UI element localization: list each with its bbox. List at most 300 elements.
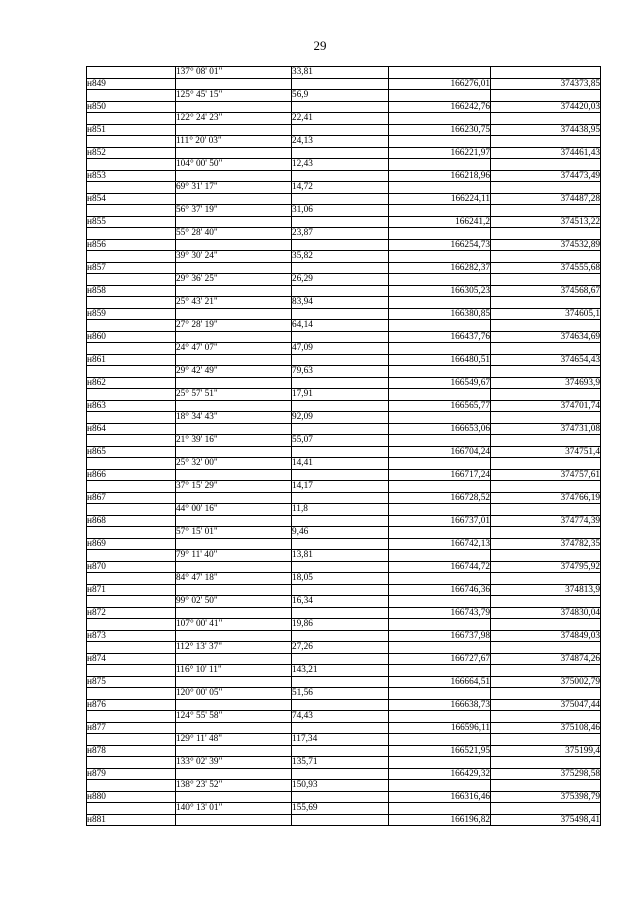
y-coordinate-cell: 374766,19: [491, 492, 601, 504]
point-row: [87, 584, 601, 596]
point-name-cell: [87, 596, 176, 608]
angle-cell: 104° 00' 50": [176, 159, 292, 171]
segment-row: [87, 182, 601, 194]
distance-cell: [292, 400, 389, 412]
x-coordinate-cell: 166596,11: [389, 722, 491, 734]
distance-cell: [292, 377, 389, 389]
y-coordinate-cell: [491, 136, 601, 148]
segment-row: [87, 136, 601, 148]
x-coordinate-cell: [389, 412, 491, 424]
point-name-cell: [87, 320, 176, 332]
x-coordinate-cell: [389, 228, 491, 240]
point-name-cell: н877: [87, 722, 176, 734]
y-coordinate-cell: [491, 343, 601, 355]
angle-cell: [176, 193, 292, 205]
angle-cell: [176, 515, 292, 527]
point-name-cell: н853: [87, 170, 176, 182]
x-coordinate-cell: 166704,24: [389, 446, 491, 458]
distance-cell: [292, 147, 389, 159]
x-coordinate-cell: [389, 527, 491, 539]
angle-cell: 29° 36' 25": [176, 274, 292, 286]
angle-cell: 120° 00' 05": [176, 688, 292, 700]
point-name-cell: [87, 90, 176, 102]
x-coordinate-cell: [389, 320, 491, 332]
y-coordinate-cell: 374782,35: [491, 538, 601, 550]
point-row: [87, 630, 601, 642]
y-coordinate-cell: [491, 665, 601, 677]
distance-cell: [292, 170, 389, 182]
angle-cell: [176, 147, 292, 159]
x-coordinate-cell: 166429,32: [389, 768, 491, 780]
angle-cell: 116° 10' 11": [176, 665, 292, 677]
y-coordinate-cell: [491, 757, 601, 769]
y-coordinate-cell: [491, 504, 601, 516]
point-name-cell: [87, 274, 176, 286]
point-row: [87, 745, 601, 757]
angle-cell: [176, 216, 292, 228]
angle-cell: [176, 239, 292, 251]
point-name-cell: [87, 458, 176, 470]
y-coordinate-cell: 374693,9: [491, 377, 601, 389]
angle-cell: [176, 331, 292, 343]
segment-row: [87, 711, 601, 723]
angle-cell: 56° 37' 19": [176, 205, 292, 217]
segment-row: [87, 642, 601, 654]
angle-cell: [176, 78, 292, 90]
point-row: [87, 170, 601, 182]
segment-row: [87, 113, 601, 125]
point-name-cell: н875: [87, 676, 176, 688]
point-name-cell: [87, 619, 176, 631]
angle-cell: [176, 423, 292, 435]
y-coordinate-cell: [491, 458, 601, 470]
y-coordinate-cell: [491, 527, 601, 539]
x-coordinate-cell: 166305,23: [389, 285, 491, 297]
point-row: [87, 124, 601, 136]
angle-cell: 79° 11' 40": [176, 550, 292, 562]
y-coordinate-cell: [491, 320, 601, 332]
point-name-cell: [87, 711, 176, 723]
y-coordinate-cell: [491, 803, 601, 815]
x-coordinate-cell: 166437,76: [389, 331, 491, 343]
distance-cell: 135,71: [292, 757, 389, 769]
angle-cell: 29° 42' 49": [176, 366, 292, 378]
point-row: [87, 492, 601, 504]
point-name-cell: н878: [87, 745, 176, 757]
y-coordinate-cell: 374532,89: [491, 239, 601, 251]
point-name-cell: [87, 734, 176, 746]
x-coordinate-cell: [389, 573, 491, 585]
y-coordinate-cell: 374795,92: [491, 561, 601, 573]
angle-cell: [176, 354, 292, 366]
y-coordinate-cell: [491, 412, 601, 424]
y-coordinate-cell: [491, 688, 601, 700]
point-row: [87, 699, 601, 711]
x-coordinate-cell: 166653,06: [389, 423, 491, 435]
point-name-cell: н855: [87, 216, 176, 228]
segment-row: [87, 527, 601, 539]
y-coordinate-cell: 375298,58: [491, 768, 601, 780]
y-coordinate-cell: 375398,79: [491, 791, 601, 803]
segment-row: [87, 159, 601, 171]
segment-row: [87, 435, 601, 447]
distance-cell: [292, 285, 389, 297]
distance-cell: 19,86: [292, 619, 389, 631]
y-coordinate-cell: 374813,9: [491, 584, 601, 596]
distance-cell: [292, 492, 389, 504]
x-coordinate-cell: [389, 389, 491, 401]
point-row: [87, 446, 601, 458]
y-coordinate-cell: 375108,46: [491, 722, 601, 734]
point-row: [87, 538, 601, 550]
point-name-cell: [87, 504, 176, 516]
distance-cell: 14,17: [292, 481, 389, 493]
segment-row: [87, 90, 601, 102]
distance-cell: 64,14: [292, 320, 389, 332]
segment-row: [87, 251, 601, 263]
point-name-cell: [87, 366, 176, 378]
distance-cell: 22,41: [292, 113, 389, 125]
y-coordinate-cell: [491, 573, 601, 585]
distance-cell: [292, 446, 389, 458]
y-coordinate-cell: [491, 481, 601, 493]
y-coordinate-cell: [491, 711, 601, 723]
point-name-cell: [87, 481, 176, 493]
point-name-cell: [87, 205, 176, 217]
angle-cell: 129° 11' 48": [176, 734, 292, 746]
y-coordinate-cell: 374487,28: [491, 193, 601, 205]
distance-cell: 31,06: [292, 205, 389, 217]
point-name-cell: н863: [87, 400, 176, 412]
segment-row: [87, 412, 601, 424]
distance-cell: 18,05: [292, 573, 389, 585]
x-coordinate-cell: [389, 481, 491, 493]
x-coordinate-cell: 166242,76: [389, 101, 491, 113]
angle-cell: [176, 653, 292, 665]
angle-cell: 84° 47' 18": [176, 573, 292, 585]
x-coordinate-cell: [389, 780, 491, 792]
angle-cell: [176, 584, 292, 596]
point-name-cell: [87, 642, 176, 654]
angle-cell: 138° 23' 52": [176, 780, 292, 792]
point-row: [87, 331, 601, 343]
point-row: [87, 193, 601, 205]
point-name-cell: н876: [87, 699, 176, 711]
distance-cell: 23,87: [292, 228, 389, 240]
y-coordinate-cell: 374634,69: [491, 331, 601, 343]
x-coordinate-cell: [389, 665, 491, 677]
x-coordinate-cell: [389, 67, 491, 79]
x-coordinate-cell: [389, 711, 491, 723]
point-name-cell: [87, 757, 176, 769]
y-coordinate-cell: 374473,49: [491, 170, 601, 182]
x-coordinate-cell: [389, 734, 491, 746]
distance-cell: 26,29: [292, 274, 389, 286]
x-coordinate-cell: 166549,67: [389, 377, 491, 389]
distance-cell: 47,09: [292, 343, 389, 355]
point-name-cell: [87, 780, 176, 792]
point-name-cell: [87, 573, 176, 585]
point-name-cell: н866: [87, 469, 176, 481]
distance-cell: 16,34: [292, 596, 389, 608]
x-coordinate-cell: 166521,95: [389, 745, 491, 757]
point-row: [87, 469, 601, 481]
point-row: [87, 308, 601, 320]
point-name-cell: [87, 113, 176, 125]
distance-cell: [292, 216, 389, 228]
angle-cell: 25° 43' 21": [176, 297, 292, 309]
y-coordinate-cell: [491, 642, 601, 654]
distance-cell: 17,91: [292, 389, 389, 401]
point-name-cell: н869: [87, 538, 176, 550]
y-coordinate-cell: [491, 205, 601, 217]
y-coordinate-cell: 374438,95: [491, 124, 601, 136]
x-coordinate-cell: [389, 90, 491, 102]
y-coordinate-cell: 374373,85: [491, 78, 601, 90]
y-coordinate-cell: [491, 780, 601, 792]
angle-cell: 124° 55' 58": [176, 711, 292, 723]
point-name-cell: [87, 435, 176, 447]
angle-cell: 69° 31' 17": [176, 182, 292, 194]
distance-cell: 92,09: [292, 412, 389, 424]
angle-cell: [176, 308, 292, 320]
y-coordinate-cell: [491, 734, 601, 746]
distance-cell: [292, 561, 389, 573]
x-coordinate-cell: 166276,01: [389, 78, 491, 90]
x-coordinate-cell: 166728,52: [389, 492, 491, 504]
segment-row: [87, 481, 601, 493]
angle-cell: [176, 538, 292, 550]
segment-row: [87, 665, 601, 677]
distance-cell: [292, 124, 389, 136]
point-name-cell: н856: [87, 239, 176, 251]
angle-cell: 24° 47' 07": [176, 343, 292, 355]
distance-cell: 83,94: [292, 297, 389, 309]
distance-cell: 9,46: [292, 527, 389, 539]
segment-row: [87, 458, 601, 470]
x-coordinate-cell: 166746,36: [389, 584, 491, 596]
y-coordinate-cell: [491, 596, 601, 608]
segment-row: [87, 688, 601, 700]
x-coordinate-cell: [389, 596, 491, 608]
distance-cell: [292, 354, 389, 366]
angle-cell: [176, 630, 292, 642]
x-coordinate-cell: [389, 113, 491, 125]
distance-cell: 51,56: [292, 688, 389, 700]
point-name-cell: н874: [87, 653, 176, 665]
y-coordinate-cell: [491, 619, 601, 631]
point-name-cell: н857: [87, 262, 176, 274]
page-number: 29: [313, 38, 327, 53]
point-name-cell: [87, 665, 176, 677]
point-name-cell: н873: [87, 630, 176, 642]
distance-cell: [292, 78, 389, 90]
distance-cell: 150,93: [292, 780, 389, 792]
angle-cell: [176, 285, 292, 297]
angle-cell: 111° 20' 03": [176, 136, 292, 148]
point-name-cell: н858: [87, 285, 176, 297]
angle-cell: 122° 24' 23": [176, 113, 292, 125]
y-coordinate-cell: 374830,04: [491, 607, 601, 619]
x-coordinate-cell: 166221,97: [389, 147, 491, 159]
y-coordinate-cell: [491, 389, 601, 401]
distance-cell: [292, 239, 389, 251]
distance-cell: [292, 469, 389, 481]
point-name-cell: н872: [87, 607, 176, 619]
x-coordinate-cell: [389, 757, 491, 769]
distance-cell: 74,43: [292, 711, 389, 723]
y-coordinate-cell: 375199,4: [491, 745, 601, 757]
y-coordinate-cell: [491, 228, 601, 240]
distance-cell: [292, 584, 389, 596]
point-name-cell: [87, 550, 176, 562]
distance-cell: 56,9: [292, 90, 389, 102]
y-coordinate-cell: [491, 159, 601, 171]
y-coordinate-cell: [491, 90, 601, 102]
point-row: [87, 78, 601, 90]
coordinates-table: [86, 66, 601, 826]
distance-cell: 13,81: [292, 550, 389, 562]
coordinates-table-body: [87, 67, 601, 826]
y-coordinate-cell: 374774,39: [491, 515, 601, 527]
point-name-cell: [87, 527, 176, 539]
point-name-cell: н850: [87, 101, 176, 113]
point-row: [87, 768, 601, 780]
angle-cell: [176, 768, 292, 780]
x-coordinate-cell: [389, 366, 491, 378]
angle-cell: [176, 676, 292, 688]
x-coordinate-cell: 166638,73: [389, 699, 491, 711]
point-row: [87, 607, 601, 619]
angle-cell: 21° 39' 16": [176, 435, 292, 447]
distance-cell: 14,41: [292, 458, 389, 470]
x-coordinate-cell: 166218,96: [389, 170, 491, 182]
angle-cell: 39° 30' 24": [176, 251, 292, 263]
point-row: [87, 814, 601, 826]
x-coordinate-cell: [389, 297, 491, 309]
point-row: [87, 262, 601, 274]
x-coordinate-cell: [389, 205, 491, 217]
y-coordinate-cell: [491, 113, 601, 125]
distance-cell: 12,43: [292, 159, 389, 171]
distance-cell: [292, 814, 389, 826]
segment-row: [87, 504, 601, 516]
angle-cell: [176, 124, 292, 136]
angle-cell: [176, 699, 292, 711]
angle-cell: [176, 262, 292, 274]
y-coordinate-cell: 374605,1: [491, 308, 601, 320]
distance-cell: [292, 630, 389, 642]
point-name-cell: [87, 159, 176, 171]
x-coordinate-cell: 166742,13: [389, 538, 491, 550]
point-name-cell: н859: [87, 308, 176, 320]
x-coordinate-cell: 166744,72: [389, 561, 491, 573]
point-row: [87, 400, 601, 412]
angle-cell: [176, 607, 292, 619]
angle-cell: 25° 32' 00": [176, 458, 292, 470]
point-name-cell: н864: [87, 423, 176, 435]
angle-cell: 125° 45' 15": [176, 90, 292, 102]
y-coordinate-cell: [491, 366, 601, 378]
y-coordinate-cell: 374757,61: [491, 469, 601, 481]
y-coordinate-cell: 374555,68: [491, 262, 601, 274]
point-row: [87, 423, 601, 435]
point-name-cell: н851: [87, 124, 176, 136]
angle-cell: [176, 791, 292, 803]
x-coordinate-cell: [389, 619, 491, 631]
y-coordinate-cell: [491, 550, 601, 562]
x-coordinate-cell: [389, 504, 491, 516]
point-name-cell: [87, 251, 176, 263]
point-name-cell: н879: [87, 768, 176, 780]
angle-cell: [176, 492, 292, 504]
distance-cell: [292, 768, 389, 780]
point-row: [87, 377, 601, 389]
angle-cell: [176, 469, 292, 481]
point-name-cell: [87, 182, 176, 194]
point-name-cell: [87, 803, 176, 815]
y-coordinate-cell: [491, 435, 601, 447]
distance-cell: 155,69: [292, 803, 389, 815]
point-name-cell: н871: [87, 584, 176, 596]
distance-cell: 117,34: [292, 734, 389, 746]
angle-cell: [176, 101, 292, 113]
segment-row: [87, 67, 601, 79]
distance-cell: [292, 515, 389, 527]
angle-cell: 18° 34' 43": [176, 412, 292, 424]
x-coordinate-cell: 166737,98: [389, 630, 491, 642]
x-coordinate-cell: 166224,11: [389, 193, 491, 205]
distance-cell: 35,82: [292, 251, 389, 263]
angle-cell: 112° 13' 37": [176, 642, 292, 654]
point-name-cell: н881: [87, 814, 176, 826]
segment-row: [87, 757, 601, 769]
segment-row: [87, 550, 601, 562]
point-row: [87, 676, 601, 688]
y-coordinate-cell: 374731,08: [491, 423, 601, 435]
x-coordinate-cell: 166737,01: [389, 515, 491, 527]
distance-cell: [292, 308, 389, 320]
point-row: [87, 239, 601, 251]
x-coordinate-cell: [389, 343, 491, 355]
x-coordinate-cell: 166282,37: [389, 262, 491, 274]
point-name-cell: [87, 412, 176, 424]
angle-cell: 137° 08' 01": [176, 67, 292, 79]
x-coordinate-cell: 166717,24: [389, 469, 491, 481]
angle-cell: 44° 00' 16": [176, 504, 292, 516]
y-coordinate-cell: 374874,26: [491, 653, 601, 665]
segment-row: [87, 573, 601, 585]
point-name-cell: [87, 297, 176, 309]
distance-cell: 27,26: [292, 642, 389, 654]
angle-cell: 25° 57' 51": [176, 389, 292, 401]
angle-cell: 27° 28' 19": [176, 320, 292, 332]
distance-cell: 55,07: [292, 435, 389, 447]
angle-cell: [176, 745, 292, 757]
x-coordinate-cell: 166196,82: [389, 814, 491, 826]
point-name-cell: н849: [87, 78, 176, 90]
distance-cell: [292, 538, 389, 550]
point-name-cell: н861: [87, 354, 176, 366]
x-coordinate-cell: 166743,79: [389, 607, 491, 619]
x-coordinate-cell: [389, 688, 491, 700]
angle-cell: 37° 15' 29": [176, 481, 292, 493]
distance-cell: 14,72: [292, 182, 389, 194]
angle-cell: 133° 02' 39": [176, 757, 292, 769]
x-coordinate-cell: 166241,2: [389, 216, 491, 228]
y-coordinate-cell: 374568,67: [491, 285, 601, 297]
y-coordinate-cell: 374849,03: [491, 630, 601, 642]
